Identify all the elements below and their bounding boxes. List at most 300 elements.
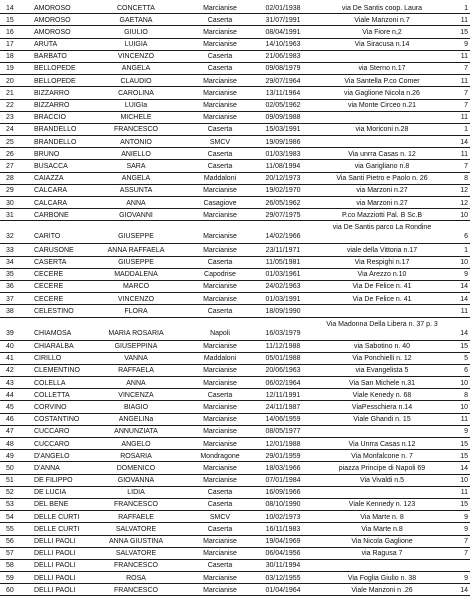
- birth-date-cell: 12/01/1988: [265, 440, 301, 448]
- row-number: 33: [6, 246, 14, 254]
- row-number: 49: [6, 452, 14, 460]
- first-name-cell: ANGELINa: [118, 416, 154, 424]
- value-cell: 9: [464, 574, 468, 582]
- address-cell: via Ragusa 7: [361, 550, 403, 558]
- first-name-cell: VINCENZO: [117, 53, 155, 61]
- row-number: 55: [6, 525, 14, 533]
- surname-cell: BELLOPEDE: [34, 77, 76, 85]
- birth-date-cell: 10/02/1973: [265, 513, 301, 521]
- birthplace-cell: Napoli: [210, 329, 230, 337]
- table-row: [0, 377, 470, 389]
- surname-cell: CALCARA: [34, 187, 68, 195]
- birthplace-cell: Marcianise: [203, 283, 237, 291]
- first-name-cell: SALVATORE: [115, 525, 157, 533]
- table-row: [0, 389, 470, 401]
- birthplace-cell: Caserta: [207, 162, 233, 170]
- value-cell: 15: [460, 501, 468, 509]
- first-name-cell: MARCO: [122, 283, 150, 291]
- value-cell: 5: [464, 355, 468, 363]
- birth-date-cell: 01/03/1983: [265, 150, 301, 158]
- birthplace-cell: Caserta: [207, 16, 233, 24]
- birthplace-cell: Marcianise: [203, 343, 237, 350]
- birthplace-cell: Marcianise: [203, 379, 237, 387]
- row-number: 17: [6, 41, 14, 49]
- value-cell: 7: [464, 550, 468, 558]
- surname-cell: CUCCARO: [34, 440, 70, 448]
- table-row: [0, 63, 470, 75]
- value-cell: 7: [464, 89, 468, 97]
- value-cell: 9: [464, 41, 468, 49]
- table-row: [0, 511, 470, 523]
- birthplace-cell: Marcianise: [203, 403, 237, 411]
- address-cell: Via Monfalcone n. 7: [351, 452, 413, 460]
- birth-date-cell: 26/05/1962: [265, 199, 301, 207]
- birthplace-cell: Maddaloni: [203, 175, 237, 183]
- surname-cell: COLELLA: [34, 379, 66, 387]
- table-row: [0, 257, 470, 269]
- row-number: 60: [6, 586, 14, 594]
- address-cell: Via Arezzo n.10: [357, 271, 407, 279]
- birthplace-cell: Marcianise: [203, 416, 237, 424]
- surname-cell: COSTANTINO: [34, 416, 80, 424]
- surname-cell: DELLI PAOLI: [34, 538, 76, 545]
- birth-date-cell: 14/06/1959: [265, 416, 301, 424]
- value-cell: 9: [464, 525, 468, 533]
- first-name-cell: ROSARIA: [120, 452, 152, 460]
- first-name-cell: ANIELLO: [121, 150, 151, 158]
- value-cell: 7: [464, 65, 468, 73]
- value-cell: 14: [460, 464, 468, 472]
- row-number: 43: [6, 379, 14, 387]
- first-name-cell: MARIA ROSARIA: [108, 329, 164, 337]
- birth-date-cell: 31/07/1991: [265, 16, 301, 24]
- surname-cell: BUSACCA: [34, 162, 68, 170]
- row-number: 14: [6, 4, 14, 12]
- row-number: 51: [6, 477, 14, 485]
- address-cell: Via Santella P.co Comer: [344, 77, 420, 85]
- surname-cell: CHIAMOSA: [34, 329, 72, 337]
- table-row: [0, 487, 470, 499]
- row-number: 45: [6, 403, 14, 411]
- birth-date-cell: 18/03/1966: [265, 464, 301, 472]
- table-row: [0, 100, 470, 112]
- birth-date-cell: 08/04/1991: [265, 28, 301, 36]
- birth-date-cell: 08/10/1990: [265, 501, 301, 509]
- birthplace-cell: Marcianise: [203, 102, 237, 109]
- birthplace-cell: Maddaloni: [203, 355, 237, 363]
- birth-date-cell: 09/09/1988: [265, 114, 301, 122]
- first-name-cell: GIUSEPPINA: [114, 343, 158, 350]
- first-name-cell: ANGELA: [121, 65, 151, 73]
- first-name-cell: LIDIA: [127, 489, 145, 497]
- birth-date-cell: 09/08/1979: [265, 65, 301, 73]
- birth-date-cell: 06/04/1956: [265, 550, 301, 558]
- address-cell: Via Madonna Della Libera n. 37 p. 3: [326, 320, 438, 328]
- first-name-cell: ROSA: [126, 574, 146, 582]
- first-name-cell: SALVATORE: [115, 550, 157, 558]
- table-row: [0, 548, 470, 560]
- surname-cell: CALCARA: [34, 199, 68, 207]
- birthplace-cell: SMCV: [209, 513, 231, 521]
- table-row: [0, 293, 470, 305]
- row-number: 46: [6, 416, 14, 424]
- surname-cell: CECERE: [34, 283, 64, 291]
- surname-cell: D'ANNA: [34, 464, 60, 472]
- birthplace-cell: Caserta: [207, 259, 233, 267]
- first-name-cell: LUIGIA: [124, 41, 148, 49]
- table-row: [0, 51, 470, 63]
- surname-cell: CHIARALBA: [34, 343, 74, 350]
- birth-date-cell: 24/02/1963: [265, 283, 301, 291]
- table-row: [0, 438, 470, 450]
- birthplace-cell: Marcianise: [203, 428, 237, 436]
- first-name-cell: CLAUDIO: [120, 77, 152, 85]
- surname-cell: BRANDELLO: [34, 126, 77, 134]
- first-name-cell: ANNA: [126, 199, 146, 207]
- address-cell: Via Foglia Giulio n. 38: [347, 574, 417, 582]
- value-cell: 15: [460, 28, 468, 36]
- first-name-cell: VINCENZA: [118, 391, 154, 399]
- surname-cell: DELLE CURTI: [34, 525, 80, 533]
- birth-date-cell: 02/01/1938: [265, 4, 301, 12]
- birth-date-cell: 19/02/1970: [265, 187, 301, 195]
- first-name-cell: BIAGIO: [123, 403, 149, 411]
- birth-date-cell: 19/04/1969: [265, 538, 301, 545]
- first-name-cell: GIUSEPPE: [118, 233, 154, 241]
- address-cell: Via Vivaldi n.5: [359, 477, 405, 485]
- table-row: [0, 39, 470, 51]
- surname-cell: DELLI PAOLI: [34, 550, 76, 558]
- birth-date-cell: 24/11/1987: [265, 403, 301, 411]
- first-name-cell: FRANCESCO: [114, 562, 158, 570]
- birth-date-cell: 07/01/1984: [265, 477, 301, 485]
- table-row: [0, 124, 470, 136]
- birth-date-cell: 20/12/1973: [265, 175, 301, 183]
- row-number: 30: [6, 199, 14, 207]
- address-cell: via De Santis parco La Rondine: [332, 224, 432, 232]
- value-cell: 7: [464, 538, 468, 545]
- row-number: 26: [6, 150, 14, 158]
- address-cell: via Evangelista 5: [355, 367, 409, 375]
- birthplace-cell: Marcianise: [203, 295, 237, 303]
- first-name-cell: LUIGIa: [124, 102, 148, 109]
- birthplace-cell: Mondragone: [200, 452, 240, 460]
- address-cell: Viale Manzoni n .26: [351, 586, 413, 594]
- surname-cell: BARBATO: [34, 53, 67, 61]
- value-cell: 7: [464, 102, 468, 109]
- surname-cell: CUCCARO: [34, 428, 70, 436]
- row-number: 20: [6, 77, 14, 85]
- surname-cell: BRUNO: [34, 150, 60, 158]
- birthplace-cell: Capodrise: [204, 271, 236, 279]
- first-name-cell: CONCETTA: [117, 4, 155, 12]
- row-number: 28: [6, 175, 14, 183]
- value-cell: 14: [460, 295, 468, 303]
- birthplace-cell: Marcianise: [203, 477, 237, 485]
- first-name-cell: FRANCESCO: [114, 501, 158, 509]
- table-row: [0, 197, 470, 209]
- surname-cell: DELLI PAOLI: [34, 574, 76, 582]
- first-name-cell: DOMENICO: [116, 464, 156, 472]
- address-cell: Via Fiore n,2: [362, 28, 402, 36]
- birth-date-cell: 16/03/1979: [265, 329, 301, 337]
- birth-date-cell: 08/05/1977: [265, 428, 301, 436]
- row-number: 21: [6, 89, 14, 97]
- surname-cell: CELESTINO: [34, 307, 74, 315]
- row-number: 34: [6, 259, 14, 267]
- surname-cell: CARUSONE: [34, 246, 74, 254]
- row-number: 27: [6, 162, 14, 170]
- birthplace-cell: Marcianise: [203, 440, 237, 448]
- birth-date-cell: 21/06/1983: [265, 53, 301, 61]
- birthplace-cell: Caserta: [207, 489, 233, 497]
- birthplace-cell: Caserta: [207, 53, 233, 61]
- first-name-cell: RAFFAELE: [118, 513, 154, 521]
- birthplace-cell: Marcianise: [203, 4, 237, 12]
- surname-cell: DELLI PAOLI: [34, 562, 76, 570]
- row-number: 40: [6, 343, 14, 350]
- value-cell: 14: [460, 329, 468, 337]
- surname-cell: CECERE: [34, 295, 64, 303]
- surname-cell: D'ANGELO: [34, 452, 70, 460]
- value-cell: 14: [460, 283, 468, 291]
- birth-date-cell: 11/08/1994: [265, 162, 301, 170]
- birth-date-cell: 23/11/1971: [265, 246, 301, 254]
- birth-date-cell: 29/07/1975: [265, 211, 301, 219]
- value-cell: 14: [460, 586, 468, 594]
- first-name-cell: ANGELA: [121, 175, 151, 183]
- first-name-cell: ANGELO: [121, 440, 151, 448]
- address-cell: Viale Kennedy n. 123: [348, 501, 416, 509]
- value-cell: 9: [464, 271, 468, 279]
- value-cell: 11: [460, 53, 468, 61]
- birth-date-cell: 30/11/1994: [265, 562, 301, 570]
- address-cell: Via De Felice n. 41: [352, 295, 412, 303]
- birthplace-cell: Marcianise: [203, 114, 237, 122]
- birthplace-cell: Caserta: [207, 307, 233, 315]
- row-number: 29: [6, 187, 14, 195]
- row-number: 24: [6, 126, 14, 134]
- value-cell: 10: [460, 211, 468, 219]
- value-cell: 10: [460, 379, 468, 387]
- table-row: [0, 450, 470, 462]
- surname-cell: CORVINO: [34, 403, 67, 411]
- address-cell: Via Nicola Gaglione: [351, 538, 413, 545]
- table-row: [0, 499, 470, 511]
- first-name-cell: GIOVANNA: [117, 477, 155, 485]
- value-cell: 8: [464, 391, 468, 399]
- table-row: [0, 281, 470, 293]
- surname-cell: CARBONE: [34, 211, 69, 219]
- row-number: 56: [6, 538, 14, 545]
- birthplace-cell: Marcianise: [203, 233, 237, 241]
- value-cell: 6: [464, 233, 468, 241]
- birth-date-cell: 05/01/1988: [265, 355, 301, 363]
- address-cell: Via Santi Pietro e Paolo n. 26: [336, 175, 428, 183]
- birthplace-cell: Marcianise: [203, 211, 237, 219]
- value-cell: 11: [460, 77, 468, 85]
- surname-cell: AMOROSO: [34, 16, 71, 24]
- birth-date-cell: 02/05/1962: [265, 102, 301, 109]
- birthplace-cell: Marcianise: [203, 550, 237, 558]
- table-row: [0, 365, 470, 377]
- birth-date-cell: 11/05/1981: [265, 259, 301, 267]
- surname-cell: BIZZARRO: [34, 89, 70, 97]
- row-number: 52: [6, 489, 14, 497]
- row-number: 36: [6, 283, 14, 291]
- value-cell: 11: [460, 114, 468, 122]
- address-cell: Via San Michele n.31: [348, 379, 416, 387]
- table-row: [0, 401, 470, 413]
- row-number: 54: [6, 513, 14, 521]
- table-row: [0, 244, 470, 256]
- address-cell: piazza Principe di Napoli 69: [338, 464, 426, 472]
- birthplace-cell: Marcianise: [203, 89, 237, 97]
- table-row: [0, 475, 470, 487]
- surname-cell: CECERE: [34, 271, 64, 279]
- row-number: 38: [6, 307, 14, 315]
- birthplace-cell: Marcianise: [203, 187, 237, 195]
- birth-date-cell: 20/06/1963: [265, 367, 301, 375]
- first-name-cell: MADDALENA: [114, 271, 158, 279]
- birth-date-cell: 06/02/1964: [265, 379, 301, 387]
- row-number: 32: [6, 233, 14, 241]
- value-cell: 15: [460, 452, 468, 460]
- first-name-cell: ANTONIO: [120, 138, 152, 146]
- birthplace-cell: Caserta: [207, 501, 233, 509]
- birthplace-cell: Marcianise: [203, 41, 237, 49]
- table-row: [0, 112, 470, 124]
- row-number: 31: [6, 211, 14, 219]
- value-cell: 11: [460, 16, 468, 24]
- table-row: [0, 414, 470, 426]
- value-cell: 1: [464, 246, 468, 254]
- surname-cell: ARUTA: [34, 41, 58, 49]
- address-cell: P.co Mazziotti Pal. B Sc.B: [341, 211, 422, 219]
- table-row: [0, 136, 470, 148]
- address-cell: via De Santis coop. Laura: [341, 4, 423, 12]
- birth-date-cell: 01/03/1961: [265, 271, 301, 279]
- value-cell: 11: [460, 307, 468, 315]
- row-number: 50: [6, 464, 14, 472]
- birth-date-cell: 15/03/1991: [265, 126, 301, 134]
- address-cell: Via unrra Casas n. 12: [348, 150, 416, 158]
- surname-cell: BELLOPEDE: [34, 65, 76, 73]
- table-row: [0, 173, 470, 185]
- address-cell: viale della Vittoria n.17: [346, 246, 418, 254]
- first-name-cell: ANNA: [126, 379, 146, 387]
- birthplace-cell: Caserta: [207, 525, 233, 533]
- birth-date-cell: 14/02/1966: [265, 233, 301, 241]
- address-cell: via Moriconi n.28: [355, 126, 409, 134]
- surname-cell: CIRILLO: [34, 355, 62, 363]
- surname-cell: DE FILIPPO: [34, 477, 73, 485]
- row-number: 58: [6, 562, 14, 570]
- value-cell: 10: [460, 403, 468, 411]
- table-row: [0, 209, 470, 221]
- value-cell: 11: [460, 150, 468, 158]
- birth-date-cell: 18/09/1990: [265, 307, 301, 315]
- row-number: 59: [6, 574, 14, 582]
- row-number: 22: [6, 102, 14, 109]
- table-row: [0, 148, 470, 160]
- address-cell: Viale Kenedy n. 68: [352, 391, 412, 399]
- birthplace-cell: Marcianise: [203, 574, 237, 582]
- birth-date-cell: 29/01/1959: [265, 452, 301, 460]
- table-row: [0, 536, 470, 548]
- birthplace-cell: Casagiove: [203, 199, 237, 207]
- address-cell: Via De Felice n. 41: [352, 283, 412, 291]
- row-number: 39: [6, 329, 14, 337]
- birth-date-cell: 16/11/1983: [265, 525, 301, 533]
- first-name-cell: FRANCESCO: [114, 126, 158, 134]
- table-row: [0, 353, 470, 365]
- birthplace-cell: Caserta: [207, 391, 233, 399]
- row-number: 48: [6, 440, 14, 448]
- address-cell: Via Marte n.8: [361, 525, 403, 533]
- first-name-cell: ANNA RAFFAELA: [107, 246, 165, 254]
- birth-date-cell: 12/11/1991: [265, 391, 301, 399]
- first-name-cell: RAFFAELA: [118, 367, 154, 375]
- surname-cell: BRACCIO: [34, 114, 66, 122]
- row-number: 47: [6, 428, 14, 436]
- birthplace-cell: Marcianise: [203, 28, 237, 36]
- table-row: [0, 426, 470, 438]
- table-row: [0, 560, 470, 572]
- row-number: 41: [6, 355, 14, 363]
- value-cell: 12: [460, 199, 468, 207]
- birthplace-cell: SMCV: [209, 138, 231, 146]
- value-cell: 15: [460, 440, 468, 448]
- first-name-cell: GIOVANNI: [119, 211, 153, 219]
- table-row: [0, 185, 470, 197]
- address-cell: Via Marte n. 8: [360, 513, 404, 521]
- surname-cell: AMOROSO: [34, 4, 71, 12]
- table-row: [0, 462, 470, 474]
- value-cell: 7: [464, 162, 468, 170]
- row-number: 44: [6, 391, 14, 399]
- birth-date-cell: 01/03/1991: [265, 295, 301, 303]
- first-name-cell: FLORA: [124, 307, 148, 315]
- value-cell: 10: [460, 259, 468, 267]
- birth-date-cell: 29/07/1964: [265, 77, 301, 85]
- value-cell: 6: [464, 367, 468, 375]
- table-row: [0, 87, 470, 99]
- value-cell: 11: [460, 416, 468, 424]
- first-name-cell: CAROLINA: [118, 89, 154, 97]
- address-cell: via Garigliano n.8: [354, 162, 410, 170]
- table-row: [0, 221, 470, 244]
- surname-cell: BRANDELLO: [34, 138, 77, 146]
- address-cell: via Marzoni n.27: [356, 199, 408, 207]
- surname-cell: CAIAZZA: [34, 175, 64, 183]
- address-cell: via Marzoni n.27: [356, 187, 408, 195]
- value-cell: 9: [464, 513, 468, 521]
- first-name-cell: GAETANA: [119, 16, 153, 24]
- table-row: [0, 318, 470, 341]
- surname-cell: AMOROSO: [34, 28, 71, 36]
- value-cell: 1: [464, 126, 468, 134]
- address-cell: Viale Manzoni n.7: [354, 16, 410, 24]
- surname-cell: CARITO: [34, 233, 61, 241]
- row-number: 35: [6, 271, 14, 279]
- surname-cell: COLLETTA: [34, 391, 70, 399]
- birth-date-cell: 19/09/1986: [265, 138, 301, 146]
- birthplace-cell: Caserta: [207, 150, 233, 158]
- birthplace-cell: Caserta: [207, 126, 233, 134]
- birthplace-cell: Marcianise: [203, 538, 237, 545]
- table-row: [0, 341, 470, 353]
